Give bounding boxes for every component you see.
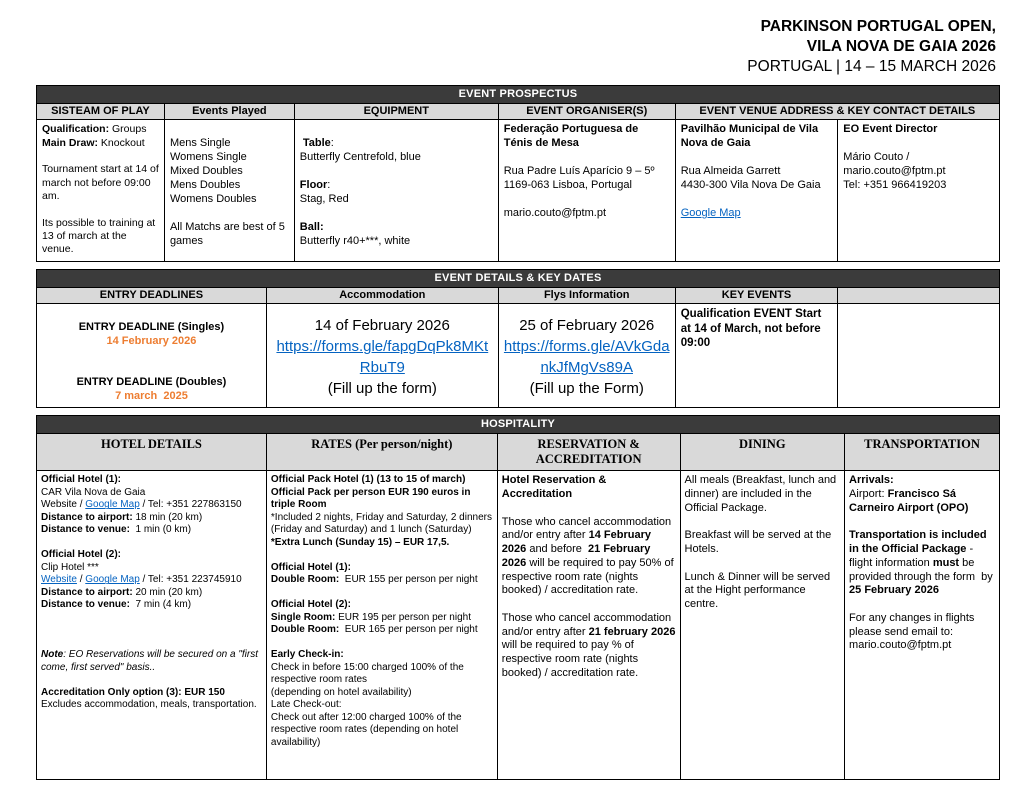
header-accommodation: Accommodation — [267, 288, 499, 303]
text-run: Ball: — [299, 221, 324, 234]
text-run: 14 of February 2026 — [314, 317, 450, 335]
hotel2-google-map-link[interactable]: Google Map — [85, 574, 140, 586]
text-run: / Tel: +351 223745910 — [139, 574, 242, 586]
venue-address-cell — [676, 120, 839, 261]
header-dining: DINING — [681, 434, 846, 470]
hospitality-section — [36, 415, 1000, 780]
text-run: : — [327, 179, 331, 192]
text-run: *Extra Lunch (Sunday 15) – EUR 17,5. — [270, 536, 450, 548]
hospitality-title-bar: HOSPITALITY — [37, 416, 999, 434]
text-run: Stag, Red — [299, 193, 349, 206]
text-run: Butterfly Centrefold, blue — [299, 151, 421, 164]
header-venue-contact: EVENT VENUE ADDRESS & KEY CONTACT DETAILS — [699, 105, 976, 118]
hotel-details-cell — [37, 471, 267, 779]
events-played-cell — [165, 120, 295, 261]
header-entry-deadlines: ENTRY DEADLINES — [37, 288, 267, 303]
key-dates-header-row — [37, 288, 999, 304]
text-run: (depending on hotel availability) — [270, 686, 412, 698]
header-key-events: KEY EVENTS — [676, 288, 839, 303]
text-run: All Matchs are best of 5 games — [169, 221, 288, 248]
header-hotel-details: HOTEL DETAILS — [37, 434, 267, 470]
text-run: Mário Couto / — [843, 151, 910, 164]
hotel1-google-map-link[interactable]: Google Map — [85, 499, 140, 511]
text-run: 1169-063 Lisboa, Portugal — [503, 179, 632, 192]
text-run: Airport: — [849, 488, 888, 501]
dining-cell — [681, 471, 846, 779]
equipment-cell — [295, 120, 499, 261]
rates-cell — [267, 471, 498, 779]
reservation-cell — [498, 471, 681, 779]
event-organiser-cell — [499, 120, 676, 261]
prospectus-header-row — [37, 104, 999, 120]
empty-cell — [838, 304, 999, 407]
text-run: Lunch & Dinner will be served at the Hight performance centre. — [684, 570, 834, 611]
text-run: Those who cancel accommodation and/or entry after — [501, 611, 675, 638]
event-title-line-2: VILA NOVA DE GAIA 2026 — [806, 37, 996, 55]
text-run: Tel: +351 966419203 — [843, 179, 947, 192]
text-run: must — [932, 556, 960, 569]
text-run: Check out after 12:00 charged 100% of the respective room rates (depending on hotel availability) — [270, 711, 465, 748]
text-run: will be required to pay % of respective room rate (nights booked) / accreditation rate. — [501, 625, 679, 679]
text-run: Womens Doubles — [169, 193, 257, 206]
event-prospectus-title-bar: EVENT PROSPECTUS — [37, 86, 999, 104]
text-run: Excludes accommodation, meals, transportation. — [41, 699, 257, 711]
text-run: Website / — [41, 499, 86, 511]
text-run: Tournament start at 14 of march not before 09:00 am. — [42, 163, 162, 203]
text-run: Distance to venue: — [41, 599, 130, 611]
header-events-played: Events Played — [165, 104, 295, 119]
accommodation-cell — [267, 304, 499, 407]
header-equipment: EQUIPMENT — [295, 104, 499, 119]
text-run: Distance to venue: — [41, 524, 130, 536]
text-run: Transportation is included in the Official Package — [849, 529, 990, 556]
text-run: Table — [299, 137, 331, 150]
text-run: Accreditation Only option (3): EUR 150 — [41, 686, 225, 698]
header-system-of-play: SISTEAM OF PLAY — [37, 104, 165, 119]
key-contact-cell — [838, 120, 999, 261]
text-run: For any changes in flights please send email to: — [849, 611, 978, 638]
header-transportation: TRANSPORTATION — [864, 437, 980, 452]
key-dates-section — [36, 269, 1000, 408]
text-run: Note — [41, 649, 64, 661]
text-run: Official Pack Hotel (1) (13 to 15 of march) — [270, 474, 466, 486]
text-run: Clip Hotel *** — [41, 561, 99, 573]
text-run: Mens Single — [169, 137, 231, 150]
venue-google-map-link[interactable]: Google Map — [680, 207, 741, 220]
header-event-organiser: EVENT ORGANISER(S) — [499, 104, 676, 119]
text-run: Groups — [109, 123, 147, 136]
text-run: Double Room: — [270, 624, 340, 636]
hospitality-header-row — [37, 434, 999, 471]
text-run: EUR 155 per person per night — [339, 574, 478, 586]
text-run: 4430-300 Vila Nova De Gaia — [680, 179, 821, 192]
text-run: : EO Reservations will be secured on a "first come, first served" basis.. — [41, 649, 261, 673]
text-run: Breakfast will be served at the Hotels. — [684, 529, 835, 556]
text-run: 18 min (20 km) — [132, 511, 203, 523]
text-run: mario.couto@fptm.pt — [849, 639, 952, 652]
text-run: EO Event Director — [843, 123, 938, 136]
text-run: Mens Doubles — [169, 179, 241, 192]
header-reservation: RESERVATION & ACCREDITATION — [498, 434, 681, 470]
text-run: : — [330, 137, 334, 150]
text-run: 1 min (0 km) — [129, 524, 192, 536]
text-run: CAR Vila Nova de Gaia — [41, 486, 146, 498]
text-run: Official Pack per person EUR 190 euros in triple Room — [270, 486, 474, 511]
text-run: Single Room: — [270, 611, 336, 623]
text-run: Qualification EVENT Start at 14 of March, not before 09:00 — [680, 308, 825, 350]
text-run: be provided through the form by — [849, 556, 996, 583]
text-run: Hotel Reservation & Accreditation — [501, 474, 609, 501]
text-run: ENTRY DEADLINE (Doubles) — [76, 376, 227, 389]
text-run: Official Hotel (2): — [270, 599, 351, 611]
text-run: Those who cancel accommodation and/or entry after — [501, 515, 675, 542]
text-run: Official Hotel (2): — [41, 549, 122, 561]
text-run: Late Check-out: — [270, 699, 342, 711]
text-run: 25 February 2026 — [849, 584, 939, 597]
text-run: Double Room: — [270, 574, 340, 586]
text-run: Pavilhão Municipal de Vila Nova de Gaia — [680, 123, 822, 150]
flys-information-cell — [499, 304, 676, 407]
document-title-block — [36, 17, 1000, 76]
text-run: Rua Almeida Garrett — [680, 165, 781, 178]
text-run: 21 february 2026 — [588, 625, 676, 638]
text-run: Distance to airport: — [41, 511, 133, 523]
text-run: (Fill up the form) — [327, 380, 437, 398]
system-of-play-cell — [37, 120, 165, 261]
text-run: mario.couto@fptm.pt — [503, 207, 606, 220]
text-run: Early Check-in: — [270, 649, 344, 661]
text-run: mario.couto@fptm.pt — [843, 165, 946, 178]
text-run: Knockout — [98, 136, 145, 149]
hotel2-website-link[interactable]: Website — [41, 574, 77, 586]
transportation-cell — [845, 471, 999, 779]
text-run: All meals (Breakfast, lunch and dinner) are included in the Official Package. — [684, 474, 840, 514]
text-run: Arrivals: — [849, 474, 894, 487]
header-flys-information: Flys Information — [499, 288, 676, 303]
text-run: 21 February 2026 — [501, 543, 654, 569]
prospectus-body-row — [37, 120, 999, 261]
text-run: ENTRY DEADLINE (Singles) — [78, 321, 225, 334]
text-run: Main Draw: — [42, 136, 99, 149]
text-run: 25 of February 2026 — [519, 317, 655, 335]
text-run: Francisco Sá Carneiro Airport (OPO) — [849, 488, 969, 514]
event-date-line: PORTUGAL | 14 – 15 MARCH 2026 — [747, 57, 996, 75]
text-run: *Included 2 nights, Friday and Saturday, 2 dinners (Friday and Saturday) and 1 lunch (Saturday) — [270, 511, 495, 536]
text-run: Womens Single — [169, 151, 247, 164]
text-run: Its possible to training at 13 of march at the venue. — [42, 216, 159, 256]
text-run: Rua Padre Luís Aparício 9 – 5º — [503, 165, 655, 178]
text-run: Qualification: — [42, 123, 110, 136]
hospitality-body-row — [37, 471, 999, 779]
key-dates-body-row — [37, 304, 999, 407]
accommodation-form-link[interactable]: https://forms.gle/fapgDqPk8MKtRbuT9 — [276, 338, 489, 377]
text-run: - flight information — [849, 543, 977, 569]
text-run: Official Hotel (1): — [270, 561, 351, 573]
key-events-cell — [676, 304, 839, 407]
text-run: will be required to pay 50% of respective room rate (nights booked) / accreditation rate. — [501, 556, 677, 597]
text-run: EUR 165 per person per night — [339, 624, 478, 636]
text-run: 14 February 2026 — [106, 334, 197, 347]
text-run: Official Hotel (1): — [41, 474, 122, 486]
header-rates: RATES (Per person/night) — [267, 434, 498, 470]
text-run: 20 min (20 km) — [132, 586, 203, 598]
text-run: Mixed Doubles — [169, 165, 243, 178]
text-run: Floor — [299, 179, 328, 192]
text-run: / Tel: +351 227863150 — [139, 499, 242, 511]
text-run: 7 min (4 km) — [129, 599, 192, 611]
text-run: Butterfly r40+***, white — [299, 235, 411, 248]
flights-form-link[interactable]: https://forms.gle/AVkGdankJfMgVs89A — [503, 338, 670, 377]
header-empty — [838, 288, 999, 303]
text-run: Check in before 15:00 charged 100% of the respective room rates — [270, 661, 467, 686]
text-run: 7 march 2025 — [115, 389, 188, 402]
text-run: Distance to airport: — [41, 586, 133, 598]
key-dates-title-bar: EVENT DETAILS & KEY DATES — [37, 270, 999, 288]
text-run: 14 February 2026 — [501, 529, 655, 556]
text-run: Federação Portuguesa de Ténis de Mesa — [503, 123, 642, 150]
text-run: (Fill up the Form) — [529, 380, 644, 398]
entry-deadlines-cell — [37, 304, 267, 407]
text-run: EUR 195 per person per night — [335, 611, 471, 623]
event-prospectus-section — [36, 85, 1000, 262]
text-run: and before — [526, 543, 589, 556]
text-run: / — [76, 574, 86, 586]
event-title-line-1: PARKINSON PORTUGAL OPEN, — [760, 18, 996, 35]
